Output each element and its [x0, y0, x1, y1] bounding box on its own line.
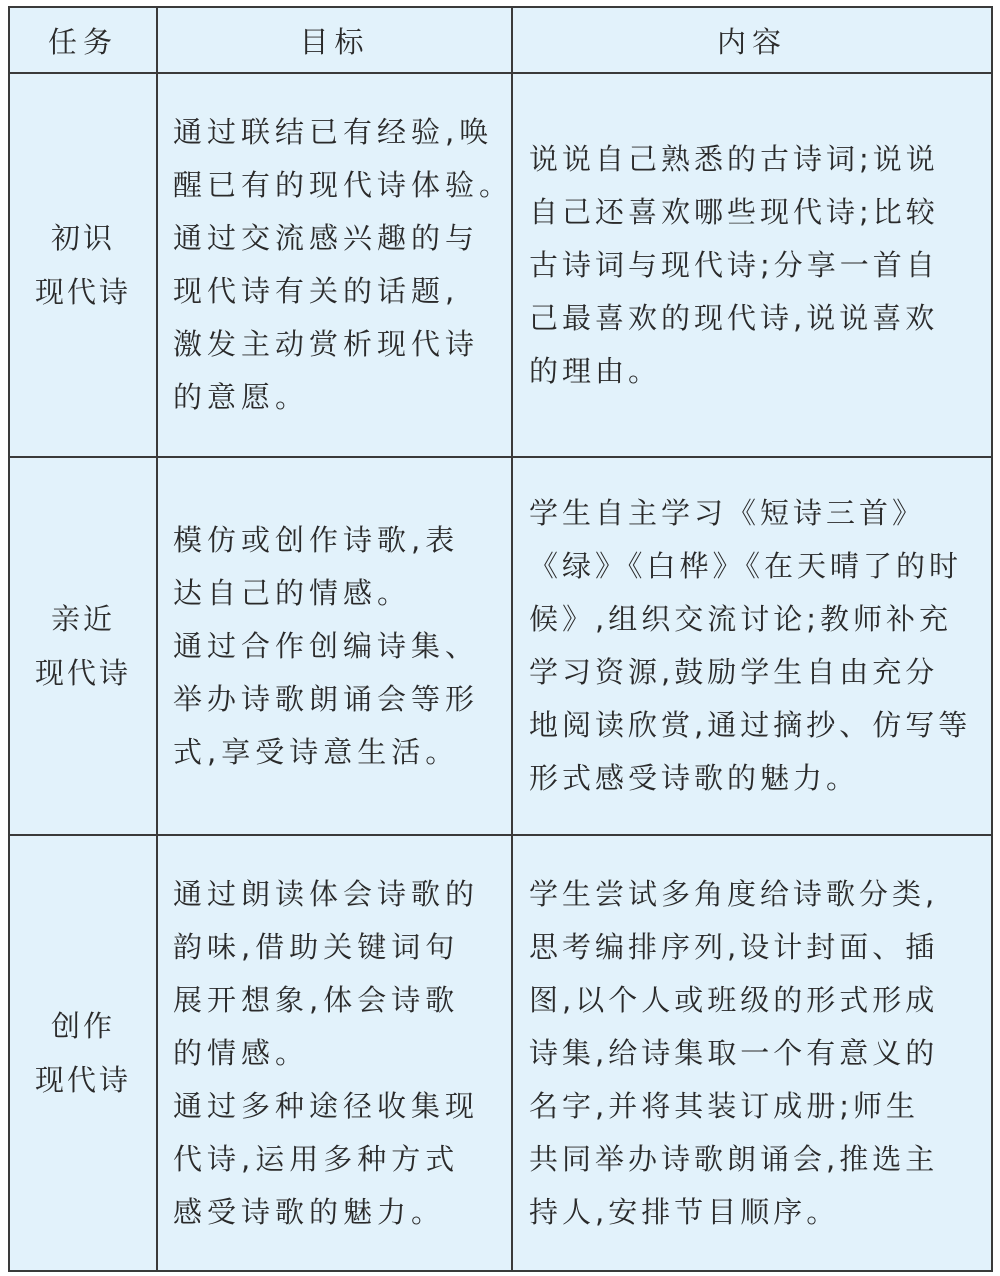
goal-line: 感受诗歌的魅力。: [173, 1194, 446, 1229]
goal-line: 式,享受诗意生活。: [173, 734, 460, 769]
goal-cell: [157, 73, 512, 457]
goal-line: 激发主动赏析现代诗: [173, 327, 480, 361]
task-cell: [9, 835, 157, 1271]
goal-line: 的情感。: [173, 1035, 310, 1070]
goal-line: 达自己的情感。: [173, 575, 412, 610]
content-line: 学生尝试多角度给诗歌分类,: [529, 876, 939, 911]
header-goal: 目标: [157, 7, 512, 73]
content-line: 候》,组织交流讨论;教师补充: [529, 602, 952, 636]
table-row: [9, 835, 992, 1271]
content-line: 自己还喜欢哪些现代诗;比较: [529, 194, 939, 229]
goal-line: 的意愿。: [173, 380, 310, 414]
task-line: 现代诗: [34, 1063, 131, 1097]
task-cell: [9, 457, 157, 835]
goal-line: 通过联结已有经验,唤: [173, 115, 494, 149]
content-line: 学生自主学习《短诗三首》: [529, 496, 926, 530]
header-task: 任务: [9, 7, 157, 73]
content-cell: [512, 73, 992, 457]
task-goal-content-table: [8, 6, 993, 1272]
task-line: 创作: [50, 1009, 115, 1043]
goal-line: 通过合作创编诗集、: [173, 628, 480, 663]
header-row: [9, 7, 992, 73]
table-row: [9, 457, 992, 835]
goal-cell: [157, 835, 512, 1271]
table-row: [9, 73, 992, 457]
content-line: 形式感受诗歌的魅力。: [529, 761, 860, 795]
content-line: 地阅读欣赏,通过摘抄、仿写等: [529, 708, 972, 742]
goal-line: 韵味,借助关键词句: [173, 929, 460, 964]
content-line: 持人,安排节目顺序。: [529, 1194, 840, 1229]
task-line: 现代诗: [34, 275, 131, 309]
goal-line: 通过多种途径收集现: [173, 1088, 480, 1123]
goal-line: 举办诗歌朗诵会等形: [173, 681, 480, 716]
content-line: 共同举办诗歌朗诵会,推选主: [529, 1141, 939, 1176]
content-line: 的理由。: [529, 353, 662, 388]
goal-line: 现代诗有关的话题,: [173, 274, 460, 308]
content-cell: [512, 457, 992, 835]
content-line: 学习资源,鼓励学生自由充分: [529, 655, 939, 689]
content-line: 图,以个人或班级的形式形成: [529, 982, 939, 1017]
task-line: 初识: [50, 221, 115, 255]
content-line: 《绿》《白桦》《在天晴了的时: [529, 549, 963, 583]
content-cell: [512, 835, 992, 1271]
content-line: 思考编排序列,设计封面、插: [529, 929, 939, 964]
goal-line: 通过朗读体会诗歌的: [173, 876, 480, 911]
task-line: 现代诗: [34, 656, 131, 690]
goal-line: 模仿或创作诗歌,表: [173, 522, 460, 557]
task-line: 亲近: [50, 602, 115, 636]
goal-line: 展开想象,体会诗歌: [173, 982, 460, 1017]
goal-line: 通过交流感兴趣的与: [173, 221, 480, 255]
content-line: 诗集,给诗集取一个有意义的: [529, 1035, 939, 1070]
goal-line: 代诗,运用多种方式: [173, 1141, 460, 1176]
content-line: 名字,并将其装订成册;师生: [529, 1088, 919, 1123]
header-content: 内容: [512, 7, 992, 73]
goal-line: 醒已有的现代诗体验。: [173, 168, 514, 202]
content-line: 古诗词与现代诗;分享一首自: [529, 247, 939, 282]
task-cell: [9, 73, 157, 457]
content-line: 己最喜欢的现代诗,说说喜欢: [529, 300, 939, 335]
content-line: 说说自己熟悉的古诗词;说说: [529, 141, 939, 176]
goal-cell: [157, 457, 512, 835]
